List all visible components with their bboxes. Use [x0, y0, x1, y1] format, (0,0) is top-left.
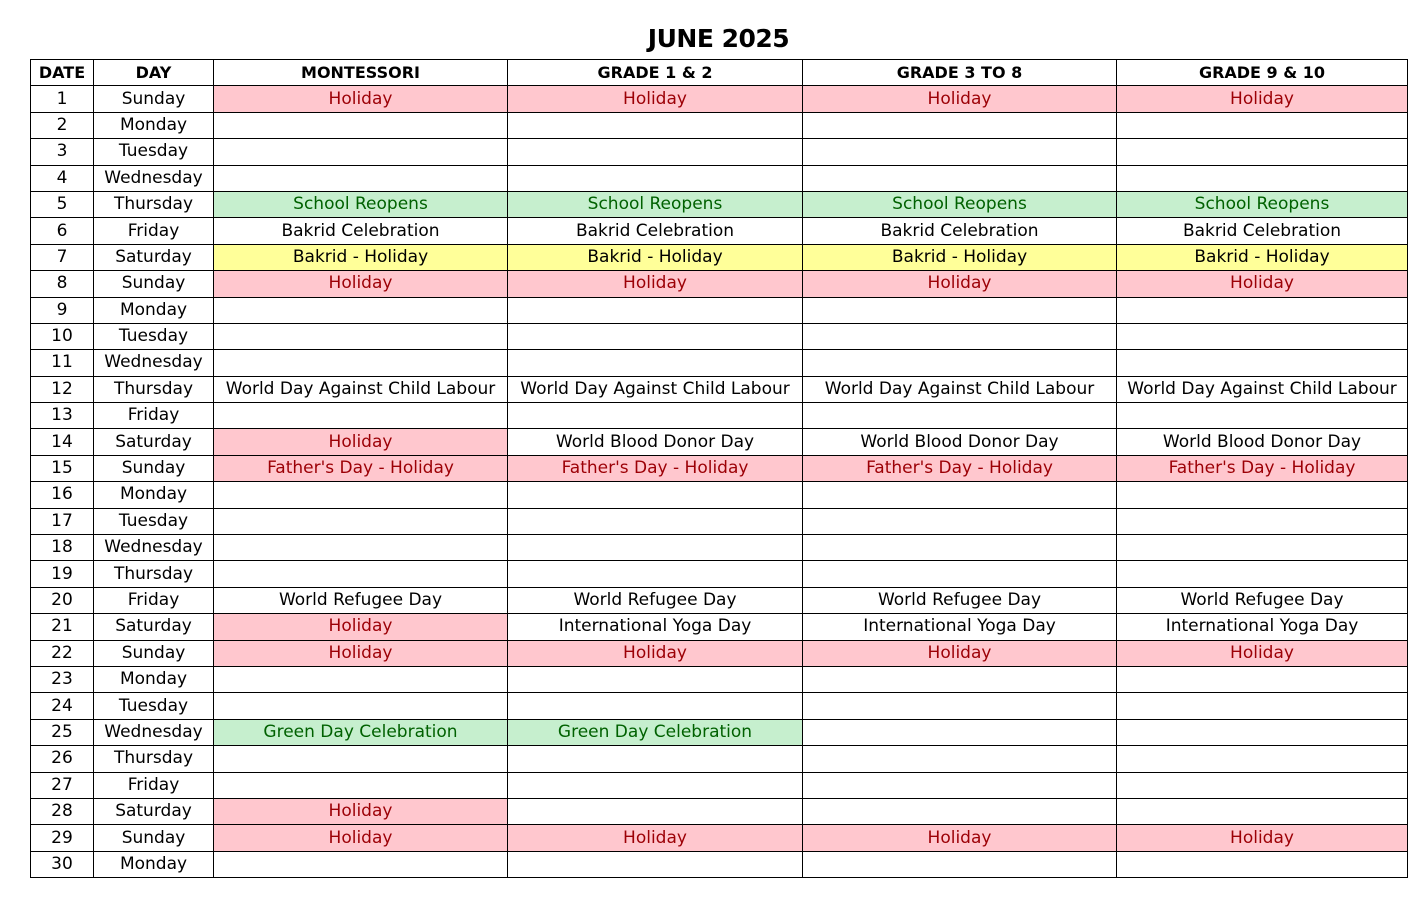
day-cell: Friday: [94, 587, 214, 613]
event-cell-grade-3-8: Bakrid - Holiday: [803, 244, 1117, 270]
event-cell-grade-3-8: [803, 297, 1117, 323]
event-cell-grade-9-10: [1117, 561, 1408, 587]
day-cell: Thursday: [94, 746, 214, 772]
date-cell: 15: [31, 455, 94, 481]
event-cell-grade-9-10: [1117, 798, 1408, 824]
event-cell-grade-9-10: Holiday: [1117, 640, 1408, 666]
table-row: [31, 323, 1408, 349]
event-cell-grade-3-8: [803, 666, 1117, 692]
day-cell: Tuesday: [94, 693, 214, 719]
day-cell: Sunday: [94, 455, 214, 481]
day-cell: Thursday: [94, 561, 214, 587]
event-cell-grade-3-8: Bakrid Celebration: [803, 218, 1117, 244]
table-row: [31, 798, 1408, 824]
table-row: [31, 403, 1408, 429]
date-cell: 29: [31, 825, 94, 851]
event-cell-montessori: School Reopens: [214, 191, 508, 217]
day-cell: Monday: [94, 482, 214, 508]
calendar-table: [30, 59, 1408, 878]
table-row: [31, 666, 1408, 692]
event-cell-montessori: [214, 403, 508, 429]
event-cell-grade-1-2: [508, 403, 803, 429]
event-cell-grade-3-8: [803, 772, 1117, 798]
event-cell-grade-3-8: Holiday: [803, 640, 1117, 666]
event-cell-grade-3-8: Father's Day - Holiday: [803, 455, 1117, 481]
event-cell-grade-1-2: Holiday: [508, 271, 803, 297]
day-cell: Wednesday: [94, 165, 214, 191]
day-cell: Saturday: [94, 429, 214, 455]
date-cell: 19: [31, 561, 94, 587]
event-cell-grade-3-8: [803, 535, 1117, 561]
event-cell-grade-9-10: World Day Against Child Labour: [1117, 376, 1408, 402]
day-cell: Sunday: [94, 825, 214, 851]
event-cell-grade-9-10: [1117, 666, 1408, 692]
table-row: [31, 719, 1408, 745]
table-row: [31, 271, 1408, 297]
event-cell-grade-3-8: [803, 403, 1117, 429]
day-cell: Sunday: [94, 86, 214, 112]
table-row: [31, 165, 1408, 191]
event-cell-montessori: [214, 297, 508, 323]
table-row: [31, 482, 1408, 508]
event-cell-grade-3-8: [803, 482, 1117, 508]
date-cell: 28: [31, 798, 94, 824]
event-cell-grade-1-2: Bakrid - Holiday: [508, 244, 803, 270]
event-cell-grade-9-10: Holiday: [1117, 271, 1408, 297]
event-cell-grade-1-2: World Day Against Child Labour: [508, 376, 803, 402]
event-cell-grade-9-10: International Yoga Day: [1117, 614, 1408, 640]
event-cell-grade-9-10: [1117, 693, 1408, 719]
table-row: [31, 587, 1408, 613]
event-cell-grade-9-10: [1117, 323, 1408, 349]
table-row: [31, 746, 1408, 772]
event-cell-montessori: Holiday: [214, 614, 508, 640]
event-cell-montessori: [214, 535, 508, 561]
event-cell-grade-9-10: [1117, 139, 1408, 165]
event-cell-grade-9-10: [1117, 112, 1408, 138]
date-cell: 20: [31, 587, 94, 613]
event-cell-grade-3-8: School Reopens: [803, 191, 1117, 217]
table-row: [31, 825, 1408, 851]
table-row: [31, 112, 1408, 138]
event-cell-grade-1-2: [508, 535, 803, 561]
day-cell: Thursday: [94, 376, 214, 402]
date-cell: 13: [31, 403, 94, 429]
date-cell: 25: [31, 719, 94, 745]
day-cell: Monday: [94, 112, 214, 138]
event-cell-montessori: Bakrid - Holiday: [214, 244, 508, 270]
event-cell-montessori: Holiday: [214, 86, 508, 112]
event-cell-grade-1-2: [508, 165, 803, 191]
event-cell-grade-1-2: [508, 482, 803, 508]
day-cell: Tuesday: [94, 323, 214, 349]
event-cell-grade-1-2: [508, 561, 803, 587]
event-cell-montessori: [214, 666, 508, 692]
table-row: [31, 614, 1408, 640]
date-cell: 4: [31, 165, 94, 191]
event-cell-grade-1-2: [508, 350, 803, 376]
event-cell-montessori: World Refugee Day: [214, 587, 508, 613]
table-row: [31, 191, 1408, 217]
day-cell: Monday: [94, 666, 214, 692]
event-cell-grade-3-8: [803, 693, 1117, 719]
date-cell: 6: [31, 218, 94, 244]
event-cell-grade-3-8: [803, 851, 1117, 877]
event-cell-grade-1-2: Father's Day - Holiday: [508, 455, 803, 481]
event-cell-grade-1-2: International Yoga Day: [508, 614, 803, 640]
event-cell-grade-3-8: Holiday: [803, 86, 1117, 112]
header-montessori: MONTESSORI: [214, 60, 508, 86]
event-cell-grade-9-10: [1117, 165, 1408, 191]
event-cell-montessori: Bakrid Celebration: [214, 218, 508, 244]
event-cell-grade-1-2: [508, 666, 803, 692]
date-cell: 27: [31, 772, 94, 798]
event-cell-grade-3-8: World Day Against Child Labour: [803, 376, 1117, 402]
event-cell-montessori: Holiday: [214, 825, 508, 851]
event-cell-grade-1-2: Green Day Celebration: [508, 719, 803, 745]
date-cell: 3: [31, 139, 94, 165]
event-cell-montessori: Holiday: [214, 798, 508, 824]
date-cell: 18: [31, 535, 94, 561]
date-cell: 30: [31, 851, 94, 877]
day-cell: Wednesday: [94, 350, 214, 376]
event-cell-grade-3-8: World Blood Donor Day: [803, 429, 1117, 455]
event-cell-grade-9-10: [1117, 297, 1408, 323]
table-row: [31, 561, 1408, 587]
date-cell: 21: [31, 614, 94, 640]
event-cell-grade-9-10: School Reopens: [1117, 191, 1408, 217]
day-cell: Thursday: [94, 191, 214, 217]
event-cell-grade-9-10: [1117, 482, 1408, 508]
event-cell-grade-1-2: Holiday: [508, 86, 803, 112]
event-cell-grade-1-2: [508, 508, 803, 534]
event-cell-grade-1-2: Bakrid Celebration: [508, 218, 803, 244]
event-cell-montessori: [214, 112, 508, 138]
event-cell-grade-1-2: [508, 297, 803, 323]
event-cell-grade-1-2: School Reopens: [508, 191, 803, 217]
table-row: [31, 86, 1408, 112]
day-cell: Saturday: [94, 614, 214, 640]
date-cell: 10: [31, 323, 94, 349]
date-cell: 2: [31, 112, 94, 138]
table-row: [31, 772, 1408, 798]
event-cell-grade-9-10: Holiday: [1117, 825, 1408, 851]
header-grade-9-10: GRADE 9 & 10: [1117, 60, 1408, 86]
calendar-body: [31, 86, 1408, 878]
event-cell-grade-9-10: Holiday: [1117, 86, 1408, 112]
page-title: JUNE 2025: [647, 24, 790, 53]
date-cell: 22: [31, 640, 94, 666]
day-cell: Friday: [94, 403, 214, 429]
date-cell: 1: [31, 86, 94, 112]
event-cell-grade-9-10: Father's Day - Holiday: [1117, 455, 1408, 481]
table-row: [31, 455, 1408, 481]
header-row: [31, 60, 1408, 86]
event-cell-grade-9-10: [1117, 535, 1408, 561]
event-cell-montessori: [214, 561, 508, 587]
event-cell-grade-9-10: [1117, 772, 1408, 798]
table-row: [31, 851, 1408, 877]
event-cell-grade-1-2: [508, 139, 803, 165]
event-cell-montessori: Green Day Celebration: [214, 719, 508, 745]
event-cell-grade-3-8: International Yoga Day: [803, 614, 1117, 640]
table-row: [31, 244, 1408, 270]
event-cell-montessori: [214, 323, 508, 349]
event-cell-grade-1-2: [508, 772, 803, 798]
event-cell-grade-9-10: Bakrid - Holiday: [1117, 244, 1408, 270]
event-cell-montessori: [214, 851, 508, 877]
event-cell-grade-3-8: [803, 508, 1117, 534]
date-cell: 24: [31, 693, 94, 719]
date-cell: 9: [31, 297, 94, 323]
event-cell-grade-1-2: Holiday: [508, 825, 803, 851]
date-cell: 12: [31, 376, 94, 402]
date-cell: 26: [31, 746, 94, 772]
event-cell-grade-9-10: [1117, 403, 1408, 429]
header-grade-3-8: GRADE 3 TO 8: [803, 60, 1117, 86]
event-cell-grade-3-8: [803, 798, 1117, 824]
event-cell-grade-1-2: [508, 746, 803, 772]
day-cell: Friday: [94, 218, 214, 244]
event-cell-grade-3-8: Holiday: [803, 825, 1117, 851]
event-cell-grade-3-8: [803, 139, 1117, 165]
table-row: [31, 376, 1408, 402]
date-cell: 11: [31, 350, 94, 376]
event-cell-grade-9-10: [1117, 851, 1408, 877]
table-row: [31, 139, 1408, 165]
event-cell-montessori: World Day Against Child Labour: [214, 376, 508, 402]
header-grade-1-2: GRADE 1 & 2: [508, 60, 803, 86]
table-row: [31, 297, 1408, 323]
table-row: [31, 429, 1408, 455]
day-cell: Sunday: [94, 640, 214, 666]
event-cell-grade-1-2: [508, 112, 803, 138]
event-cell-grade-3-8: Holiday: [803, 271, 1117, 297]
event-cell-grade-3-8: [803, 112, 1117, 138]
event-cell-montessori: Holiday: [214, 640, 508, 666]
date-cell: 17: [31, 508, 94, 534]
event-cell-montessori: [214, 482, 508, 508]
event-cell-grade-9-10: World Blood Donor Day: [1117, 429, 1408, 455]
event-cell-grade-1-2: [508, 851, 803, 877]
event-cell-montessori: [214, 772, 508, 798]
day-cell: Monday: [94, 297, 214, 323]
day-cell: Tuesday: [94, 508, 214, 534]
event-cell-montessori: [214, 508, 508, 534]
header-date: DATE: [31, 60, 94, 86]
event-cell-grade-1-2: [508, 323, 803, 349]
event-cell-grade-3-8: [803, 746, 1117, 772]
table-row: [31, 350, 1408, 376]
event-cell-grade-1-2: World Refugee Day: [508, 587, 803, 613]
day-cell: Wednesday: [94, 535, 214, 561]
event-cell-montessori: [214, 139, 508, 165]
event-cell-montessori: Father's Day - Holiday: [214, 455, 508, 481]
day-cell: Tuesday: [94, 139, 214, 165]
event-cell-grade-3-8: [803, 719, 1117, 745]
day-cell: Saturday: [94, 798, 214, 824]
table-row: [31, 218, 1408, 244]
event-cell-grade-9-10: [1117, 746, 1408, 772]
header-day: DAY: [94, 60, 214, 86]
date-cell: 8: [31, 271, 94, 297]
day-cell: Wednesday: [94, 719, 214, 745]
day-cell: Friday: [94, 772, 214, 798]
day-cell: Saturday: [94, 244, 214, 270]
day-cell: Sunday: [94, 271, 214, 297]
event-cell-grade-3-8: World Refugee Day: [803, 587, 1117, 613]
event-cell-grade-3-8: [803, 561, 1117, 587]
table-row: [31, 640, 1408, 666]
date-cell: 16: [31, 482, 94, 508]
event-cell-grade-1-2: Holiday: [508, 640, 803, 666]
table-row: [31, 535, 1408, 561]
event-cell-grade-9-10: [1117, 719, 1408, 745]
event-cell-grade-9-10: [1117, 350, 1408, 376]
event-cell-grade-3-8: [803, 350, 1117, 376]
event-cell-grade-9-10: Bakrid Celebration: [1117, 218, 1408, 244]
table-row: [31, 508, 1408, 534]
event-cell-montessori: [214, 165, 508, 191]
event-cell-grade-1-2: [508, 798, 803, 824]
table-row: [31, 693, 1408, 719]
event-cell-grade-9-10: World Refugee Day: [1117, 587, 1408, 613]
event-cell-grade-1-2: World Blood Donor Day: [508, 429, 803, 455]
day-cell: Monday: [94, 851, 214, 877]
date-cell: 5: [31, 191, 94, 217]
event-cell-grade-9-10: [1117, 508, 1408, 534]
date-cell: 14: [31, 429, 94, 455]
event-cell-montessori: Holiday: [214, 429, 508, 455]
event-cell-grade-1-2: [508, 693, 803, 719]
event-cell-grade-3-8: [803, 165, 1117, 191]
date-cell: 7: [31, 244, 94, 270]
event-cell-montessori: [214, 693, 508, 719]
event-cell-montessori: [214, 350, 508, 376]
event-cell-grade-3-8: [803, 323, 1117, 349]
event-cell-montessori: [214, 746, 508, 772]
event-cell-montessori: Holiday: [214, 271, 508, 297]
date-cell: 23: [31, 666, 94, 692]
